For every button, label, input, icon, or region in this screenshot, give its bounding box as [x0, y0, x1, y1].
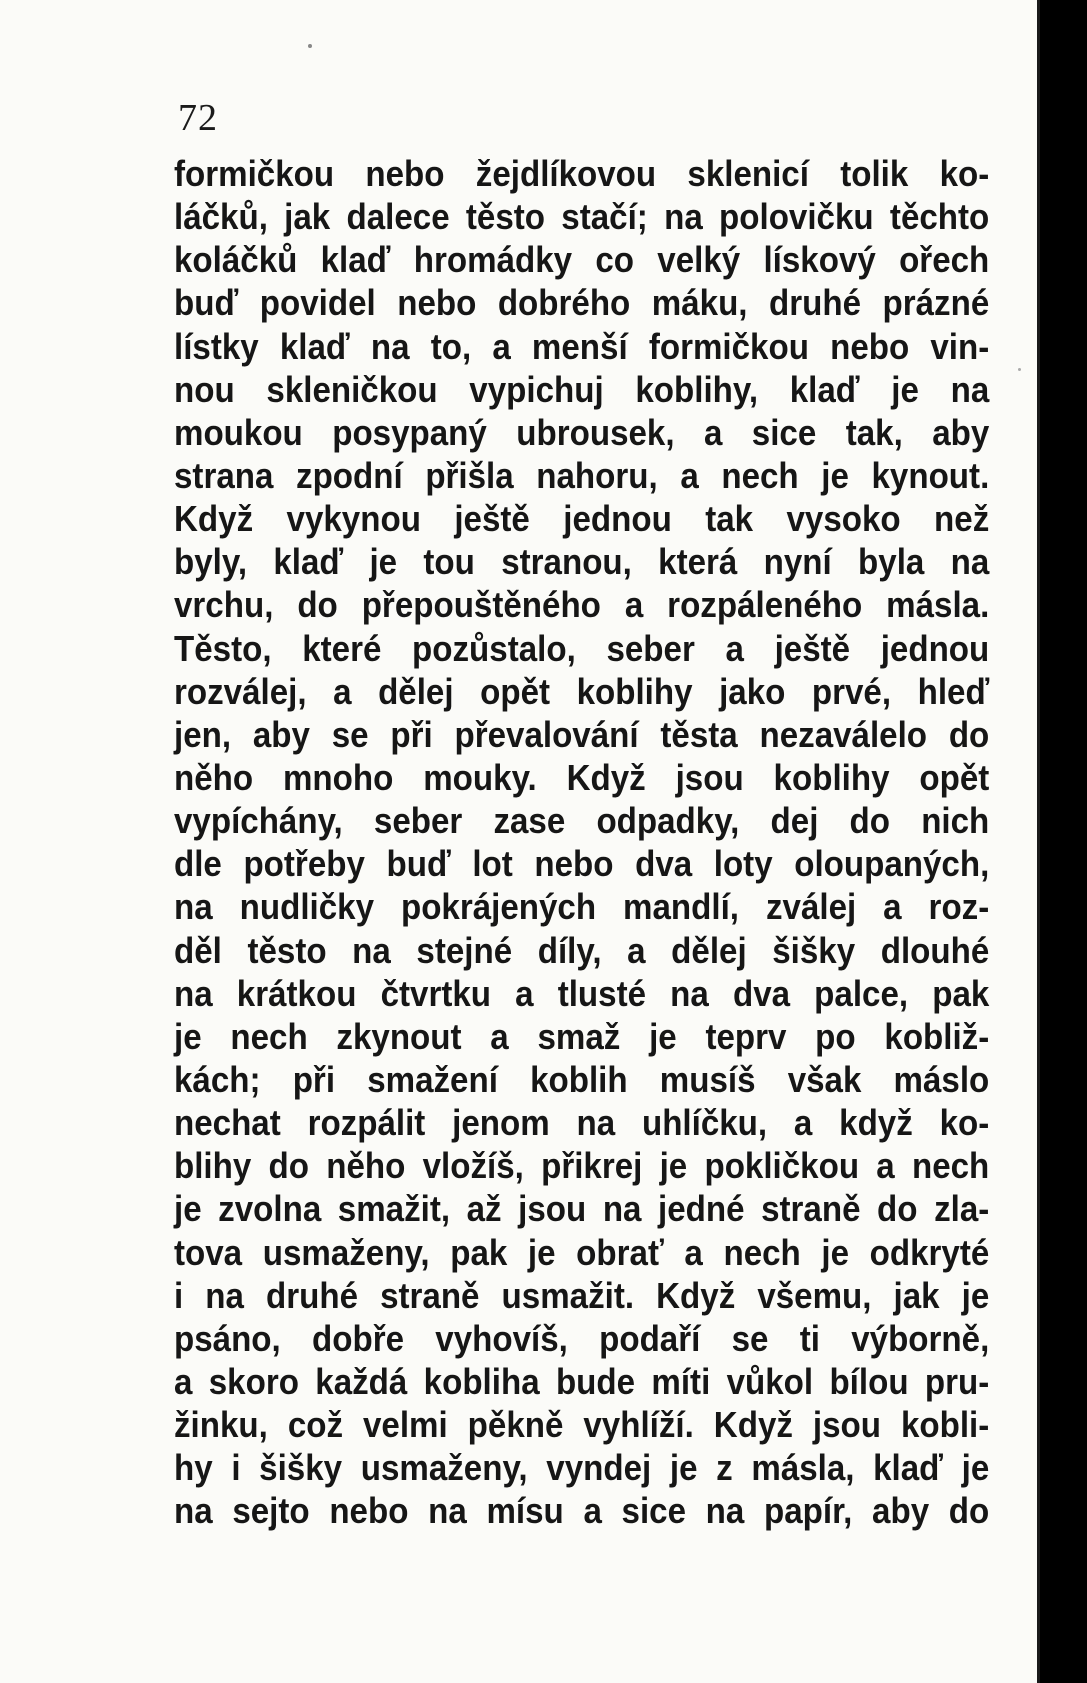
- text-line: žinku, což velmi pěkně vyhlíží. Když jsou kobli-: [174, 1404, 990, 1446]
- text-line: kách; při smažení koblih musíš však máslo: [174, 1058, 990, 1100]
- body-text: [174, 152, 990, 1533]
- text-line: hy i šišky usmaženy, vyndej je z másla, klaď je: [174, 1447, 990, 1489]
- text-line: je nech zkynout a smaž je teprv po kobliž-: [174, 1015, 990, 1057]
- text-line: buď povidel nebo dobrého máku, druhé prázné: [174, 282, 990, 324]
- text-line: Těsto, které pozůstalo, seber a ještě jednou: [174, 627, 990, 669]
- page-number: 72: [178, 97, 218, 139]
- text-line: vrchu, do přepouštěného a rozpáleného másla.: [174, 584, 990, 626]
- text-line: nechat rozpálit jenom na uhlíčku, a když ko-: [174, 1102, 990, 1144]
- text-line: strana zpodní přišla nahoru, a nech je kynout.: [174, 454, 990, 496]
- text-line: láčků, jak dalece těsto stačí; na polovičku těchto: [174, 196, 990, 238]
- text-line: koláčků klaď hromádky co velký lískový ořech: [174, 239, 990, 281]
- text-line: nou skleničkou vypichuj koblihy, klaď je na: [174, 368, 990, 410]
- text-line: psáno, dobře vyhovíš, podaří se ti výborně,: [174, 1317, 990, 1359]
- text-line: jen, aby se při převalování těsta nezaválelo do: [174, 713, 990, 755]
- text-line: moukou posypaný ubrousek, a sice tak, aby: [174, 411, 990, 453]
- text-line: vypíchány, seber zase odpadky, dej do nich: [174, 800, 990, 842]
- text-line: děl těsto na stejné díly, a dělej šišky dlouhé: [174, 929, 990, 971]
- text-line: na krátkou čtvrtku a tlusté na dva palce, pak: [174, 972, 990, 1014]
- text-line: i na druhé straně usmažit. Když všemu, jak je: [174, 1274, 990, 1316]
- text-line: blihy do něho vložíš, přikrej je pokličkou a nech: [174, 1145, 990, 1187]
- text-line: Když vykynou ještě jednou tak vysoko než: [174, 498, 990, 540]
- text-line: rozválej, a dělej opět koblihy jako prvé, hleď: [174, 670, 990, 712]
- text-line: je zvolna smažit, až jsou na jedné straně do zla-: [174, 1188, 990, 1230]
- text-line: byly, klaď je tou stranou, která nyní byla na: [174, 541, 990, 583]
- text-line: na nudličky pokrájených mandlí, zválej a roz-: [174, 886, 990, 928]
- text-line: tova usmaženy, pak je obrať a nech je odkryté: [174, 1231, 990, 1273]
- text-line: něho mnoho mouky. Když jsou koblihy opět: [174, 756, 990, 798]
- text-line: na sejto nebo na mísu a sice na papír, aby do: [174, 1490, 990, 1532]
- text-line: lístky klaď na to, a menší formičkou nebo vin-: [174, 325, 990, 367]
- text-line: dle potřeby buď lot nebo dva loty oloupaných,: [174, 843, 990, 885]
- dust-speck: [308, 44, 312, 48]
- dust-speck: [1018, 368, 1021, 371]
- text-line: a skoro každá kobliha bude míti vůkol bílou pru-: [174, 1360, 990, 1402]
- text-line: formičkou nebo žejdlíkovou sklenicí tolik ko-: [174, 153, 990, 194]
